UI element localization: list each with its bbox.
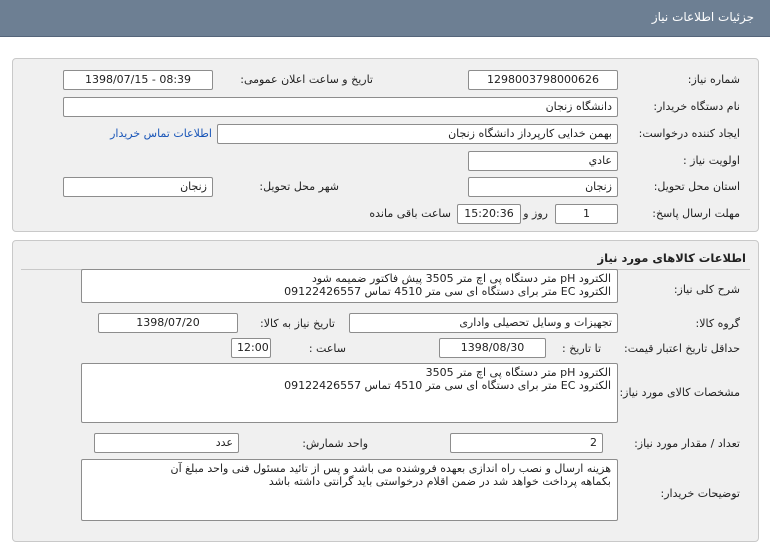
qty-field[interactable]: 2	[450, 433, 603, 453]
spec-label: مشخصات کالای مورد نیاز:	[619, 386, 740, 399]
group-label: گروه کالا:	[695, 317, 740, 330]
validity-hour-label: ساعت :	[308, 342, 346, 355]
deadline-label: مهلت ارسال پاسخ:	[652, 207, 740, 220]
creator-label: ایجاد کننده درخواست:	[638, 127, 740, 140]
need-number-field[interactable]: 1298003798000626	[468, 70, 618, 90]
notes-label: توضیحات خریدار:	[660, 487, 740, 500]
need-info-panel	[12, 58, 759, 232]
creator-field[interactable]: بهمن خدایی کارپرداز دانشگاه زنجان	[217, 124, 618, 144]
need-number-label: شماره نیاز:	[687, 73, 740, 86]
summary-label: شرح کلی نیاز:	[673, 283, 740, 296]
summary-line: الکترود EC متر برای دستگاه ای سی متر 4510 تماس 09122426557	[284, 285, 611, 298]
notes-line: هزینه ارسال و نصب راه اندازی بعهده فروشنده می باشد و پس از تائید مسئول فنی واحد مبلغ آن	[170, 462, 611, 475]
need-date-label: تاریخ نیاز به کالا:	[260, 317, 335, 330]
spec-field[interactable]	[81, 363, 618, 423]
province-label: استان محل تحویل:	[653, 180, 740, 193]
unit-label: واحد شمارش:	[302, 437, 368, 450]
city-label: شهر محل تحویل:	[259, 180, 339, 193]
page-title: جزئیات اطلاعات نیاز	[651, 10, 754, 24]
province-field[interactable]: زنجان	[468, 177, 618, 197]
summary-line: الکترود pH متر دستگاه پی اچ متر 3505 پیش فاکتور ضمیمه شود	[311, 272, 611, 285]
qty-label: تعداد / مقدار مورد نیاز:	[634, 437, 740, 450]
buyer-label: نام دستگاه خریدار:	[653, 100, 740, 113]
buyer-field[interactable]: دانشگاه زنجان	[63, 97, 618, 117]
spec-line: الکترود EC متر برای دستگاه ای سی متر 4510 تماس 09122426557	[284, 379, 611, 392]
announce-field[interactable]: 1398/07/15 - 08:39	[63, 70, 213, 90]
priority-label: اولویت نیاز :	[682, 154, 740, 167]
title-bar	[0, 0, 770, 37]
notes-line: بکماهه پرداخت خواهد شد در ضمن اقلام درخواستی باید گرانتی داشته باشد	[268, 475, 611, 488]
deadline-days-field[interactable]: 1	[555, 204, 618, 224]
goods-info-panel	[12, 240, 759, 542]
summary-field[interactable]	[81, 269, 618, 303]
spec-line: الکترود pH متر دستگاه پی اچ متر 3505	[425, 366, 611, 379]
validity-time-field[interactable]: 12:00	[231, 338, 271, 358]
unit-field[interactable]: عدد	[94, 433, 239, 453]
priority-field[interactable]: عادي	[468, 151, 618, 171]
city-field[interactable]: زنجان	[63, 177, 213, 197]
days-word: روز و	[523, 207, 548, 220]
validity-label: حداقل تاریخ اعتبار قیمت:	[624, 342, 740, 355]
deadline-time-field[interactable]: 15:20:36	[457, 204, 521, 224]
group-field[interactable]: تجهیزات و وسایل تحصیلی واداری	[349, 313, 618, 333]
need-date-field[interactable]: 1398/07/20	[98, 313, 238, 333]
until-date-label: تا تاریخ :	[562, 342, 601, 355]
remaining-word: ساعت باقی مانده	[369, 207, 451, 220]
validity-date-field[interactable]: 1398/08/30	[439, 338, 546, 358]
buyer-contact-link[interactable]: اطلاعات تماس خریدار	[110, 127, 212, 140]
announce-label: تاریخ و ساعت اعلان عمومی:	[240, 73, 373, 86]
notes-field[interactable]	[81, 459, 618, 521]
goods-section-heading: اطلاعات کالاهای مورد نیاز	[597, 251, 746, 265]
